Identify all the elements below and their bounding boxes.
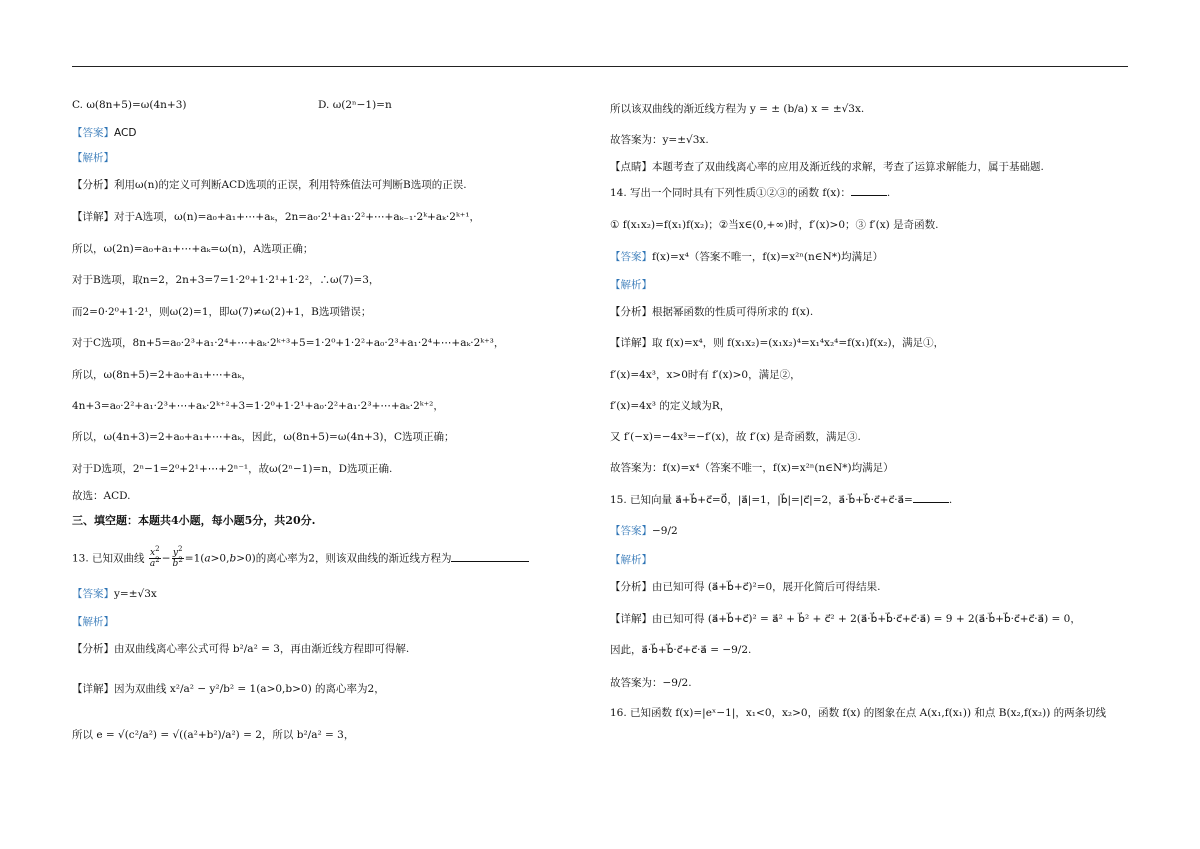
q15-text: 15. 已知向量 a⃗+b⃗+c⃗=0⃗，|a⃗|=1，|b⃗|=|c⃗|=2，a⃗·b⃗+b⃗·c⃗+c⃗·a⃗=: [610, 494, 913, 506]
q14-answer-line: [610, 250, 883, 264]
q13-fenxi-tag: 【分析】: [72, 643, 114, 655]
q14-answer-value: f(x)=x⁴（答案不唯一，f(x)=x²ⁿ(n∈N*)均满足）: [652, 251, 884, 263]
q16-stem: 16. 已知函数 f(x)=|eˣ−1|，x₁<0，x₂>0，函数 f(x) 的图象在点 A(x₁,f(x₁)) 和点 B(x₂,f(x₂)) 的两条切线: [610, 707, 1107, 719]
q13-fenxi-text: 由双曲线离心率公式可得 b²/a² = 3，再由渐近线方程即可得解.: [114, 643, 410, 655]
fenxi-line: [72, 178, 467, 192]
q14-properties: ① f(x₁x₂)=f(x₁)f(x₂)；②当x∈(0,+∞)时，f′(x)>0；③ f′(x) 是奇函数.: [610, 219, 939, 231]
answer-tag: 【答案】: [72, 127, 114, 139]
q15-final-answer: 故答案为：−9/2.: [610, 677, 692, 689]
detail-tag: 【详解】: [72, 211, 114, 223]
answer-value: ACD: [114, 127, 137, 139]
q14-detail-tag: 【详解】: [610, 337, 652, 349]
q13-pre: 13. 已知双曲线: [72, 552, 145, 565]
q13-blank: [451, 561, 529, 562]
analysis-tag: 【解析】: [72, 152, 114, 164]
q14-text: 14. 写出一个同时具有下列性质①②③的函数 f(x)：: [610, 187, 851, 199]
q15-blank: [913, 502, 949, 503]
detail-line-4: 而2=0·2⁰+1·2¹，则ω(2)=1，即ω(7)≠ω(2)+1，B选项错误；: [72, 306, 372, 318]
fenxi-text: 利用ω(n)的定义可判断ACD选项的正误，利用特殊值法可判断B选项的正误.: [114, 179, 467, 191]
q15-stem: 15. 已知向量 a⃗+b⃗+c⃗=0⃗，|a⃗|=1，|b⃗|=|c⃗|=2，a⃗·b⃗+b⃗·c⃗+c⃗·a⃗= .: [610, 494, 953, 506]
r-answer-summary: 故答案为：y=±√3x.: [610, 134, 709, 146]
q15-fenxi-tag: 【分析】: [610, 581, 652, 593]
q15-fenxi-line: [610, 580, 881, 594]
detail-line-9: 对于D选项，2ⁿ−1=2⁰+2¹+⋯+2ⁿ⁻¹，故ω(2ⁿ−1)=n，D选项正确.: [72, 463, 393, 475]
q13-frac-x: $\frac{x^2}{a^2}$: [149, 545, 160, 569]
detail-line-8: 所以，ω(4n+3)=2+a₀+a₁+⋯+aₖ，因此，ω(8n+5)=ω(4n+3)，C选项正确；: [72, 431, 455, 443]
q14-fenxi-line: [610, 305, 813, 319]
conclusion-line: 故选：ACD.: [72, 490, 131, 502]
q14-detail-line-1: [610, 336, 944, 350]
q15-answer-tag: 【答案】: [610, 525, 652, 537]
q13-answer-value: y=±√3x: [114, 588, 157, 600]
q15-answer-value: −9/2: [652, 525, 678, 537]
q14-analysis-tag: 【解析】: [610, 279, 652, 291]
q13-detail-line-2: 所以 e = √(c²/a²) = √((a²+b²)/a²) = 2，所以 b²/a² = 3，: [72, 729, 355, 741]
q14-stem: 14. 写出一个同时具有下列性质①②③的函数 f(x)： .: [610, 187, 891, 199]
detail-line-6: 所以，ω(8n+5)=2+a₀+a₁+⋯+aₖ，: [72, 369, 252, 381]
q14-detail-line-3: f′(x)=4x³ 的定义域为R，: [610, 400, 731, 412]
q14-fenxi-tag: 【分析】: [610, 306, 652, 318]
note-tag: 【点睛】: [610, 161, 652, 173]
answer-line: [72, 126, 136, 140]
q15-detail-text: 由已知可得 (a⃗+b⃗+c⃗)² = a⃗² + b⃗² + c⃗² + 2(a⃗·b⃗+b⃗·c⃗+c⃗·a⃗) = 9 + 2(a⃗·b⃗+b⃗·c⃗+c⃗·a⃗) = 0，: [652, 613, 1081, 625]
q14-blank: [851, 195, 887, 196]
q14-detail-line-2: f′(x)=4x³，x>0时有 f′(x)>0，满足②，: [610, 369, 801, 381]
option-c: C. ω(8n+5)=ω(4n+3): [72, 99, 187, 111]
q13-stem: 13. 已知双曲线 $\frac{x^2}{a^2}$ − $\frac{y^2}{b^2}$ =1(a>0,b>0)的离心率为2，则该双曲线的渐近线方程为: [72, 548, 529, 569]
q14-detail-text-1: 取 f(x)=x⁴，则 f(x₁x₂)=(x₁x₂)⁴=x₁⁴x₂⁴=f(x₁)f(x₂)，满足①，: [652, 337, 945, 349]
q14-detail-line-4: 又 f′(−x)=−4x³=−f′(x)，故 f′(x) 是奇函数，满足③.: [610, 431, 861, 443]
detail-line-2: 所以，ω(2n)=a₀+a₁+⋯+aₖ=ω(n)，A选项正确；: [72, 243, 314, 255]
q14-answer-tag: 【答案】: [610, 251, 652, 263]
q15-analysis-tag: 【解析】: [610, 554, 652, 566]
detail-line-3: 对于B选项，取n=2，2n+3=7=1·2⁰+1·2¹+1·2²，∴ω(7)=3，: [72, 274, 380, 286]
detail-line-5: 对于C选项，8n+5=a₀·2³+a₁·2⁴+⋯+aₖ·2ᵏ⁺³+5=1·2⁰+1·2²+a₀·2³+a₁·2⁴+⋯+aₖ·2ᵏ⁺³，: [72, 337, 505, 349]
detail-text-1: 对于A选项，ω(n)=a₀+a₁+⋯+aₖ，2n=a₀·2¹+a₁·2²+⋯+aₖ₋₁·2ᵏ+aₖ·2ᵏ⁺¹，: [114, 211, 481, 223]
q14-fenxi-text: 根据幂函数的性质可得所求的 f(x).: [652, 306, 814, 318]
q13-frac-y: $\frac{y^2}{b^2}$: [172, 545, 183, 569]
q13-answer-tag: 【答案】: [72, 588, 114, 600]
q15-detail-line: [610, 612, 1081, 626]
q15-answer-line: [610, 524, 678, 538]
option-d: D. ω(2ⁿ−1)=n: [318, 99, 392, 111]
q15-fenxi-text: 由已知可得 (a⃗+b⃗+c⃗)²=0，展开化简后可得结果.: [652, 581, 881, 593]
q15-therefore: 因此，a⃗·b⃗+b⃗·c⃗+c⃗·a⃗ = −9/2.: [610, 644, 752, 656]
r-asymptote-line: 所以该双曲线的渐近线方程为 y = ± (b/a) x = ±√3x.: [610, 103, 865, 115]
r-note-line: [610, 160, 1044, 174]
detail-line-7: 4n+3=a₀·2²+a₁·2³+⋯+aₖ·2ᵏ⁺²+3=1·2⁰+1·2¹+a₀·2²+a₁·2³+⋯+aₖ·2ᵏ⁺²，: [72, 400, 444, 412]
q13-answer-line: [72, 587, 157, 601]
header-rule: [72, 66, 1128, 67]
section-heading: 三、填空题：本题共4小题，每小题5分，共20分.: [72, 514, 316, 527]
q13-analysis-tag: 【解析】: [72, 616, 114, 628]
detail-line-1: [72, 210, 480, 224]
q15-detail-tag: 【详解】: [610, 613, 652, 625]
q13-detail-tag: 【详解】: [72, 683, 114, 695]
q14-final-answer: 故答案为：f(x)=x⁴（答案不唯一，f(x)=x²ⁿ(n∈N*)均满足）: [610, 462, 894, 474]
note-text: 本题考查了双曲线离心率的应用及渐近线的求解，考查了运算求解能力，属于基础题.: [652, 161, 1044, 173]
fenxi-tag: 【分析】: [72, 179, 114, 191]
q13-detail-text-1: 因为双曲线 x²/a² − y²/b² = 1(a>0,b>0) 的离心率为2，: [114, 683, 385, 695]
q13-fenxi-line: [72, 642, 409, 656]
q13-detail-line-1: [72, 682, 385, 696]
q13-post: 的离心率为2，则该双曲线的渐近线方程为: [255, 552, 452, 565]
